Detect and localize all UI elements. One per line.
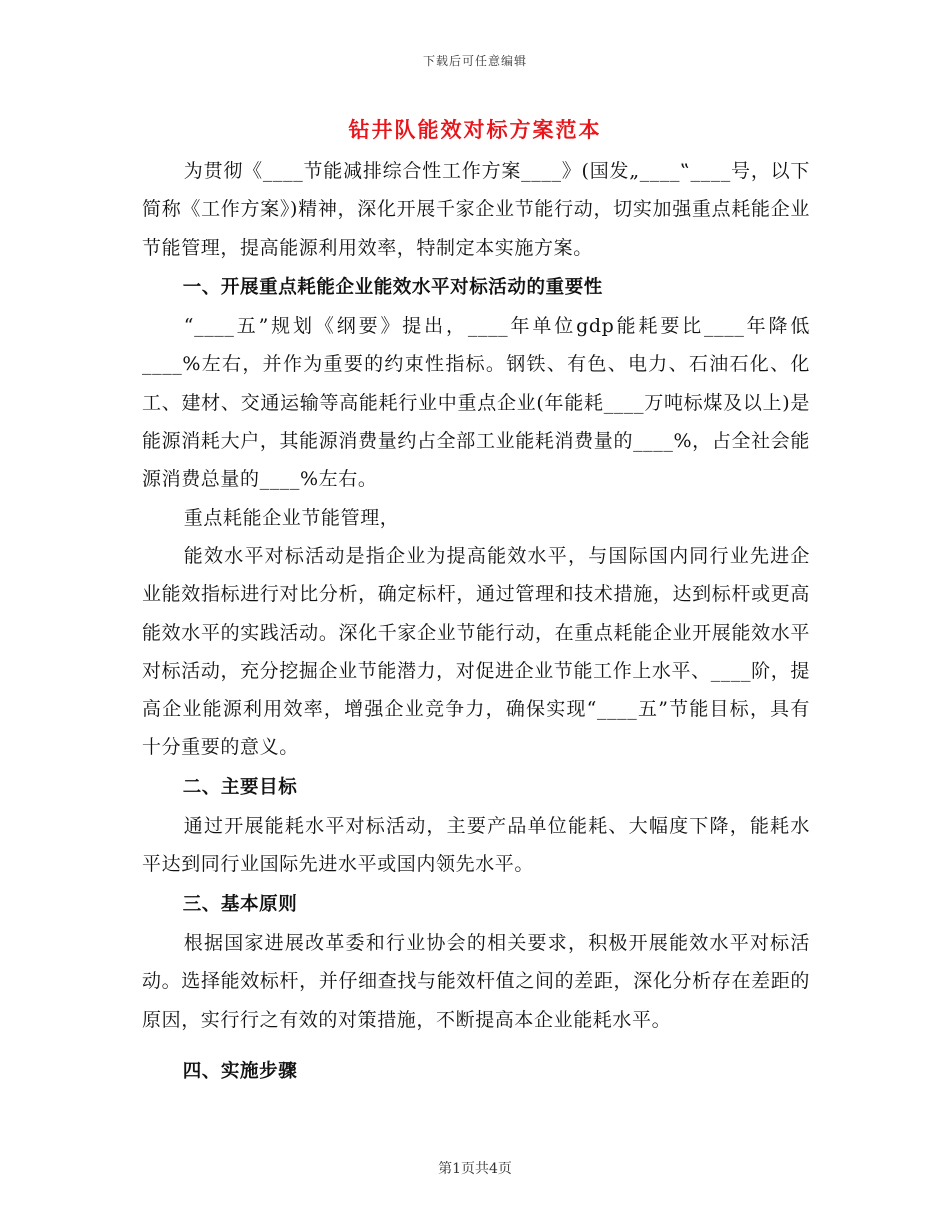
page-header-note: 下载后可任意编辑 <box>422 54 527 68</box>
section-heading-4: 四、实施步骤 <box>182 1060 298 1082</box>
document-body <box>142 152 810 1091</box>
paragraph-benchmark-definition: 能效水平对标活动是指企业为提高能效水平，与国际国内同行业先进企业能效指标进行对比分析，确定标杆，通过管理和技术措施，达到标杆或更高能效水平的实践活动。深化千家企业节能行动，在重点耗能企业开展能效水平对标活动，充分挖掘企业节能潜力，对促进企业节能工作上水平、____阶，提高企业能源利用效率，增强企业竞争力，确保实现“____五”节能目标，具有十分重要的意义。 <box>142 544 810 759</box>
section-heading-1: 一、开展重点耗能企业能效水平对标活动的重要性 <box>182 276 603 298</box>
intro-paragraph: 为贯彻《____节能减排综合性工作方案____》(国发„____‟____号，以下简称《工作方案》)精神，深化开展千家企业节能行动，切实加强重点耗能企业节能管理，提高能源利用效率，特制定本实施方案。 <box>142 160 810 259</box>
paragraph-main-goal: 通过开展能耗水平对标活动，主要产品单位能耗、大幅度下降，能耗水平达到同行业国际先进水平或国内领先水平。 <box>142 815 810 876</box>
paragraph-management: 重点耗能企业节能管理， <box>183 506 400 529</box>
document-title: 钻井队能效对标方案范本 <box>348 117 602 142</box>
paragraph-principles: 根据国家进展改革委和行业协会的相关要求，积极开展能效水平对标活动。选择能效标杆，并仔细查找与能效杆值之间的差距，深化分析存在差距的原因，实行行之有效的对策措施，不断提高本企业能耗水平。 <box>142 931 810 1031</box>
section-heading-3: 三、基本原则 <box>182 893 298 915</box>
page-footer-number: 第1页共4页 <box>438 1161 512 1177</box>
paragraph-plan-outline: “____五”规划《纲要》提出，____年单位gdp能耗要比____年降低____%左右，并作为重要的约束性指标。钢铁、有色、电力、石油石化、化工、建材、交通运输等高能耗行业中重点企业(年能耗____万吨标煤及以上)是能源消耗大户，其能源消费量约占全部工业能耗消费量的____%，占全社会能源消费总量的____%左右。 <box>142 315 810 491</box>
section-heading-2: 二、主要目标 <box>182 776 298 798</box>
